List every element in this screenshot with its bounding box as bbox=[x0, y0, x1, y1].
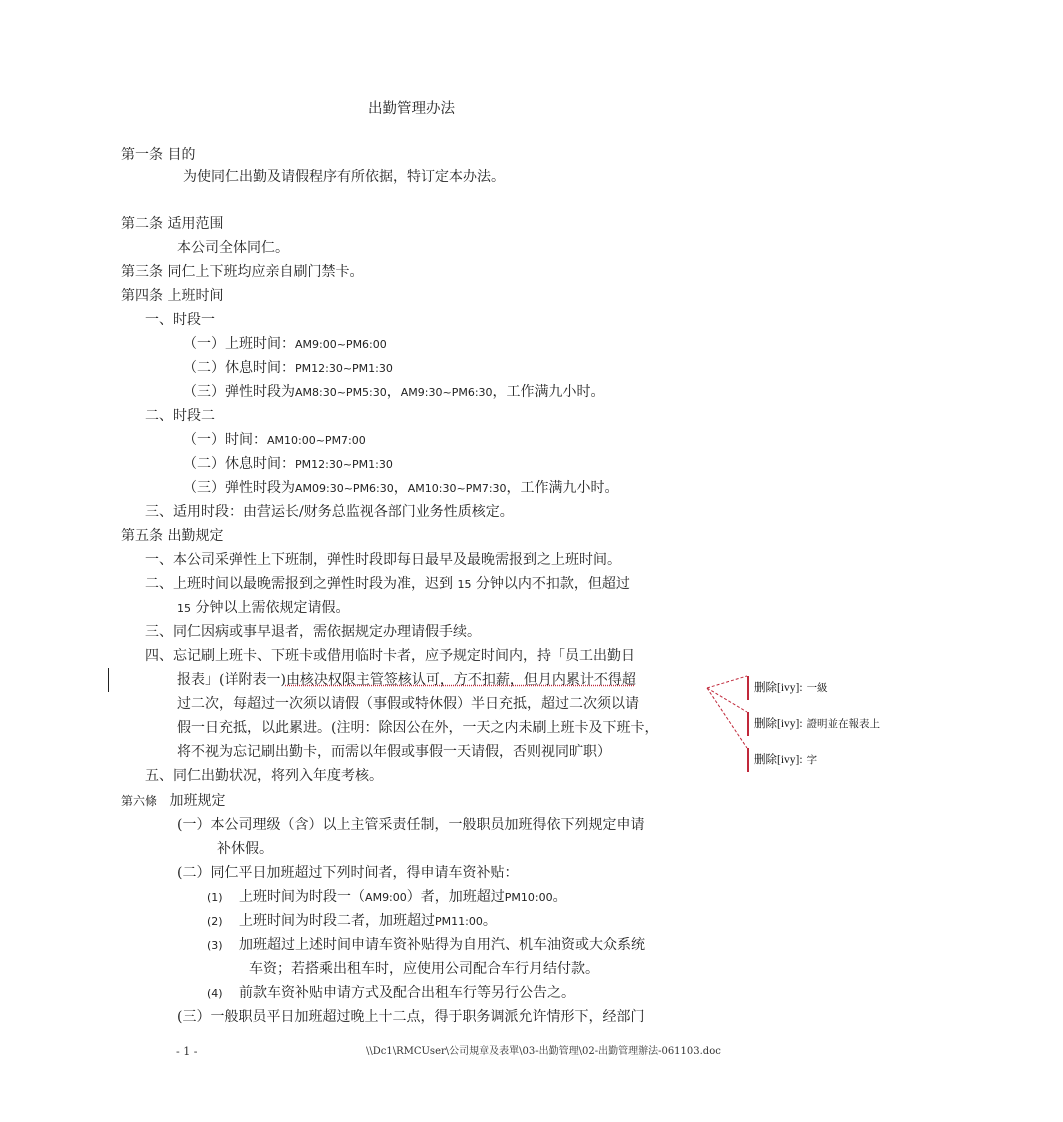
comment-balloon-2[interactable] bbox=[754, 717, 880, 731]
text-run: 分钟以内不扣款，但超过 bbox=[475, 576, 630, 592]
text-run: （一）上班时间： bbox=[183, 336, 295, 352]
time: PM11:00 bbox=[435, 915, 483, 928]
text-run: ， bbox=[393, 480, 408, 496]
comment-value: 一級 bbox=[806, 682, 828, 694]
rule-6-2-1 bbox=[207, 888, 567, 907]
comment-connector-2 bbox=[707, 688, 747, 712]
comment-balloon-3[interactable] bbox=[754, 753, 817, 767]
comment-connector-1 bbox=[707, 676, 747, 688]
text-run: （二）休息时间： bbox=[183, 360, 295, 376]
time: AM9:00 bbox=[365, 891, 407, 904]
text-run: 前款车资补贴申请方式及配合出租车行等另行公告之。 bbox=[239, 985, 576, 1001]
text-run: 。 bbox=[552, 889, 567, 905]
rule-6-2: (二）同仁平日加班超过下列时间者，得申请车资补贴： bbox=[177, 865, 519, 881]
text-run: ，工作满九小时。 bbox=[492, 384, 605, 400]
rule-6-2-2 bbox=[207, 912, 497, 931]
text-run: ）者，加班超过 bbox=[406, 889, 505, 905]
page-number: - 1 - bbox=[176, 1045, 198, 1058]
comment-balloon-1[interactable] bbox=[754, 681, 828, 695]
comment-connector-3 bbox=[707, 688, 747, 748]
text-run: （二）休息时间： bbox=[183, 456, 295, 472]
comment-bar-1 bbox=[747, 676, 749, 700]
rule-5-4-line5: 将不视为忘记刷出勤卡，而需以年假或事假一天请假，否则视同旷职） bbox=[177, 744, 611, 760]
text-run: （三）弹性时段为 bbox=[183, 480, 295, 496]
time-range: AM10:30~PM7:30 bbox=[407, 482, 507, 495]
article-1-heading: 第一条 目的 bbox=[121, 147, 196, 163]
rule-6-2-3 bbox=[207, 936, 645, 955]
period-1-work-hours bbox=[183, 335, 387, 354]
article-number: 第六條 bbox=[121, 794, 158, 808]
text-run: ， bbox=[386, 384, 401, 400]
rule-5-2 bbox=[145, 575, 630, 594]
text-cursor bbox=[108, 668, 109, 692]
comment-bar-3 bbox=[747, 748, 749, 772]
rule-5-4-line4: 假一日充抵，以此累进。(注明：除因公在外，一天之内未刷上班卡及下班卡， bbox=[177, 720, 659, 736]
rule-5-4: 四、忘记刷上班卡、下班卡或借用临时卡者，应予规定时间内，持「员工出勤日 bbox=[145, 648, 635, 664]
period-2-break-hours bbox=[183, 455, 393, 474]
section-applicable-period: 三、适用时段：由营运长/财务总监视各部门业务性质核定。 bbox=[145, 504, 514, 520]
time-range: AM09:30~PM6:30 bbox=[295, 482, 394, 495]
comment-label: 删除[ivy]: bbox=[754, 718, 803, 730]
rule-6-1: (一）本公司理级（含）以上主管采责任制，一般职员加班得依下列规定申请 bbox=[177, 817, 645, 833]
text-run: 分钟以上需依规定请假。 bbox=[195, 600, 350, 616]
article-1-body: 为使同仁出勤及请假程序有所依据，特订定本办法。 bbox=[183, 169, 505, 185]
item-number: (2) bbox=[207, 915, 223, 928]
section-period-2: 二、时段二 bbox=[145, 408, 215, 424]
rule-6-2-3-cont: 车资；若搭乘出租车时，应使用公司配合车行月结付款。 bbox=[249, 961, 599, 977]
comment-label: 删除[ivy]: bbox=[754, 754, 803, 766]
rule-5-5: 五、同仁出勤状况，将列入年度考核。 bbox=[145, 768, 383, 784]
time-range: AM10:00~PM7:00 bbox=[267, 434, 366, 447]
text-run: 。 bbox=[482, 913, 497, 929]
text-run: 上班时间为时段一（ bbox=[239, 889, 366, 905]
rule-5-2-cont bbox=[177, 599, 349, 618]
article-title: 加班规定 bbox=[169, 793, 226, 809]
text-run: 报表」(详附表一) bbox=[177, 672, 286, 688]
page-title: 出勤管理办法 bbox=[368, 101, 455, 117]
rule-6-2-4 bbox=[207, 984, 575, 1003]
time-range: AM8:30~PM5:30 bbox=[295, 386, 387, 399]
period-1-flex-hours bbox=[183, 383, 605, 402]
text-run: ，工作满九小时。 bbox=[506, 480, 619, 496]
comment-bar-2 bbox=[747, 712, 749, 736]
item-number: (1) bbox=[207, 891, 223, 904]
period-1-break-hours bbox=[183, 359, 393, 378]
comment-label: 删除[ivy]: bbox=[754, 682, 803, 694]
time-range: AM9:00~PM6:00 bbox=[295, 338, 387, 351]
article-2-heading: 第二条 适用范围 bbox=[121, 216, 224, 232]
article-2-body: 本公司全体同仁。 bbox=[177, 240, 289, 256]
time-range: AM9:30~PM6:30 bbox=[400, 386, 493, 399]
number: 15 bbox=[177, 602, 191, 615]
file-path: \\Dc1\RMCUser\公司規章及表單\03-出勤管理\02-出勤管理辦法-061103.doc bbox=[366, 1046, 721, 1057]
comment-value: 字 bbox=[806, 754, 818, 766]
comment-value: 證明並在報表上 bbox=[806, 718, 881, 730]
item-number: (4) bbox=[207, 987, 223, 1000]
text-run: 二、上班时间以最晚需报到之弹性时段为准，迟到 bbox=[145, 576, 453, 592]
rule-6-1-cont: 补休假。 bbox=[217, 841, 273, 857]
text-run: （三）弹性时段为 bbox=[183, 384, 295, 400]
text-run: （一）时间： bbox=[183, 432, 267, 448]
rule-5-4-line3: 过二次，每超过一次须以请假（事假或特休假）半日充抵，超过二次须以请 bbox=[177, 696, 639, 712]
rule-5-4-line2 bbox=[177, 671, 636, 689]
article-5-heading: 第五条 出勤规定 bbox=[121, 528, 224, 544]
article-6-heading bbox=[121, 792, 225, 810]
rule-5-3: 三、同仁因病或事早退者，需依据规定办理请假手续。 bbox=[145, 624, 481, 640]
section-period-1: 一、时段一 bbox=[145, 312, 215, 328]
time-range: PM12:30~PM1:30 bbox=[295, 362, 393, 375]
period-2-work-hours bbox=[183, 431, 366, 450]
article-3-heading: 第三条 同仁上下班均应亲自刷门禁卡。 bbox=[121, 264, 364, 280]
article-4-heading: 第四条 上班时间 bbox=[121, 288, 224, 304]
period-2-flex-hours bbox=[183, 479, 619, 498]
rule-6-3: (三）一般职员平日加班超过晚上十二点，得于职务调派允许情形下，经部门 bbox=[177, 1009, 645, 1025]
time: PM10:00 bbox=[504, 891, 553, 904]
text-run: 上班时间为时段二者，加班超过 bbox=[239, 913, 436, 929]
time-range: PM12:30~PM1:30 bbox=[295, 458, 393, 471]
text-run: 加班超过上述时间申请车资补贴得为自用汽、机车油资或大众系统 bbox=[239, 937, 646, 953]
tracked-change-text[interactable]: 由核决权限主管签核认可，方不扣薪，但月内累计不得超 bbox=[285, 672, 636, 688]
item-number: (3) bbox=[207, 939, 223, 952]
number: 15 bbox=[457, 578, 472, 591]
rule-5-1: 一、本公司采弹性上下班制，弹性时段即每日最早及最晚需报到之上班时间。 bbox=[145, 552, 621, 568]
